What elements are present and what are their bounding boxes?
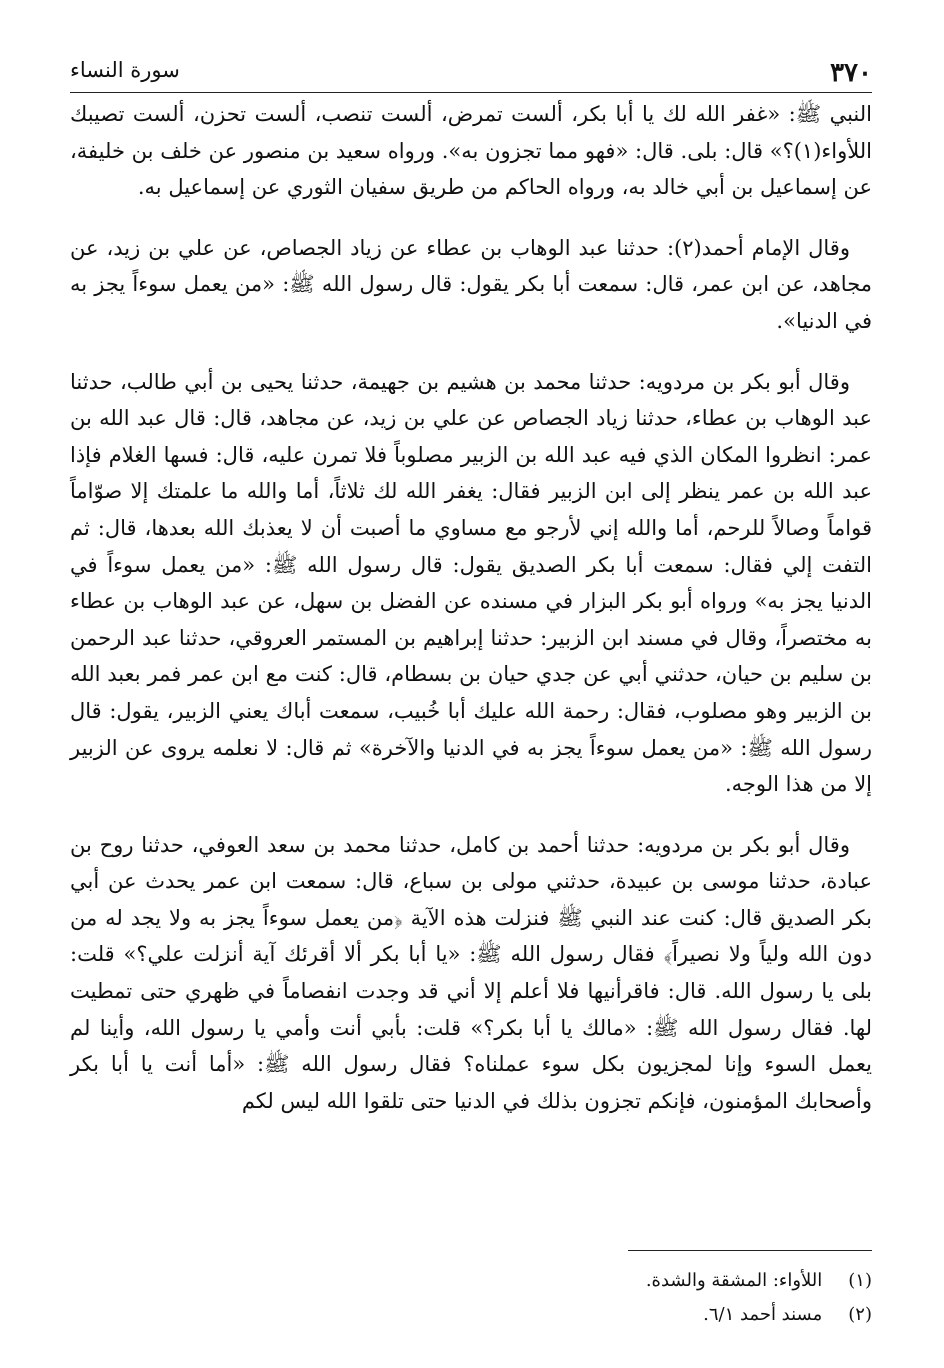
footnote-mark: (١) [848, 1270, 872, 1291]
footnote-divider [628, 1250, 872, 1251]
page-number: ٣٧٠ [830, 58, 872, 88]
paragraph-4: وقال أبو بكر بن مردويه: حدثنا أحمد بن كامل، حدثنا محمد بن سعد العوفي، حدثنا روح بن عبادة، حدثنا موسى بن عبيدة، حدثني مولى بن سباع، قال: سمعت ابن عمر يحدث عن أبي بكر الصديق قال: كنت عند النبي ﷺ فنزلت هذه الآية ﴿من يعمل سوءاً يجز به ولا يجد له من دون الله ولياً ولا نصيراً﴾ فقال رسول الله ﷺ: «يا أبا بكر ألا أقرئك آية أنزلت علي؟» قلت: بلى يا رسول الله. قال: فاقرأنيها فلا أعلم إلا أني قد وجدت انفصاماً في ظهري حتى تمطيت لها. فقال رسول الله ﷺ: «مالك يا أبا بكر؟» قلت: بأبي أنت وأمي يا رسول الله، وأينا لم يعمل السوء وإنا لمجزيون بكل سوء عملناه؟ فقال رسول الله ﷺ: «أما أنت يا أبا بكر وأصحابك المؤمنون، فإنكم تجزون بذلك في الدنيا حتى تلقوا الله ليس لكم [70, 832, 872, 1113]
paragraph-1: النبي ﷺ: «غفر الله لك يا أبا بكر، ألست تمرض، ألست تنصب، ألست تحزن، ألست تصيبك اللأواء(١)؟» قال: بلى. قال: «فهو مما تجزون به». ورواه سعيد بن منصور عن خلف بن خليفة، عن إسماعيل بن أبي خالد به، ورواه الحاكم من طريق سفيان الثوري عن إسماعيل به. [70, 102, 872, 200]
footnotes [70, 1264, 872, 1332]
main-text [70, 96, 872, 1119]
footnote-text: مسند أحمد ٦/١. [703, 1304, 823, 1325]
footnote-1 [70, 1264, 872, 1298]
footnote-2 [70, 1298, 872, 1332]
paragraph-3: وقال أبو بكر بن مردويه: حدثنا محمد بن هشيم بن جهيمة، حدثنا يحيى بن أبي طالب، حدثنا عبد الوهاب بن عطاء، حدثنا زياد الجصاص عن علي بن زيد، عن مجاهد، قال: قال عبد الله بن عمر: انظروا المكان الذي فيه عبد الله بن الزبير مصلوباً فلا تمرن عليه، قال: فسها الغلام فإذا عبد الله بن عمر ينظر إلى ابن الزبير فقال: يغفر الله لك ثلاثاً، أما والله ما علمتك إلا صوّاماً قواماً وصالاً للرحم، أما والله إني لأرجو مع مساوي ما أصبت أن لا يعذبك الله بعدها، قال: ثم التفت إلي فقال: سمعت أبا بكر الصديق يقول: قال رسول الله ﷺ: «من يعمل سوءاً في الدنيا يجز به» ورواه أبو بكر البزار في مسنده عن الفضل بن سهل، عن عبد الوهاب بن عطاء به مختصراً، وقال في مسند ابن الزبير: حدثنا إبراهيم بن المستمر العروقي، حدثنا عبد الرحمن بن سليم بن حيان، حدثني أبي عن جدي حيان بن بسطام، قال: كنت مع ابن عمر فمر بعبد الله بن الزبير وهو مصلوب، فقال: رحمة الله عليك أبا خُبيب، سمعت أباك يعني الزبير، يقول: قال رسول الله ﷺ: «من يعمل سوءاً يجز به في الدنيا والآخرة» ثم قال: لا نعلمه يروى عن الزبير إلا من هذا الوجه. [70, 369, 873, 797]
footnote-text: اللأواء: المشقة والشدة. [645, 1270, 823, 1291]
paragraph-2: وقال الإمام أحمد(٢): حدثنا عبد الوهاب بن عطاء عن زياد الجصاص، عن علي بن زيد، عن مجاهد، عن ابن عمر، قال: سمعت أبا بكر يقول: قال رسول الله ﷺ: «من يعمل سوءاً يجز به في الدنيا». [70, 235, 872, 333]
surah-title: سورة النساء [70, 58, 180, 82]
running-header [70, 52, 872, 93]
footnote-mark: (٢) [848, 1304, 872, 1325]
